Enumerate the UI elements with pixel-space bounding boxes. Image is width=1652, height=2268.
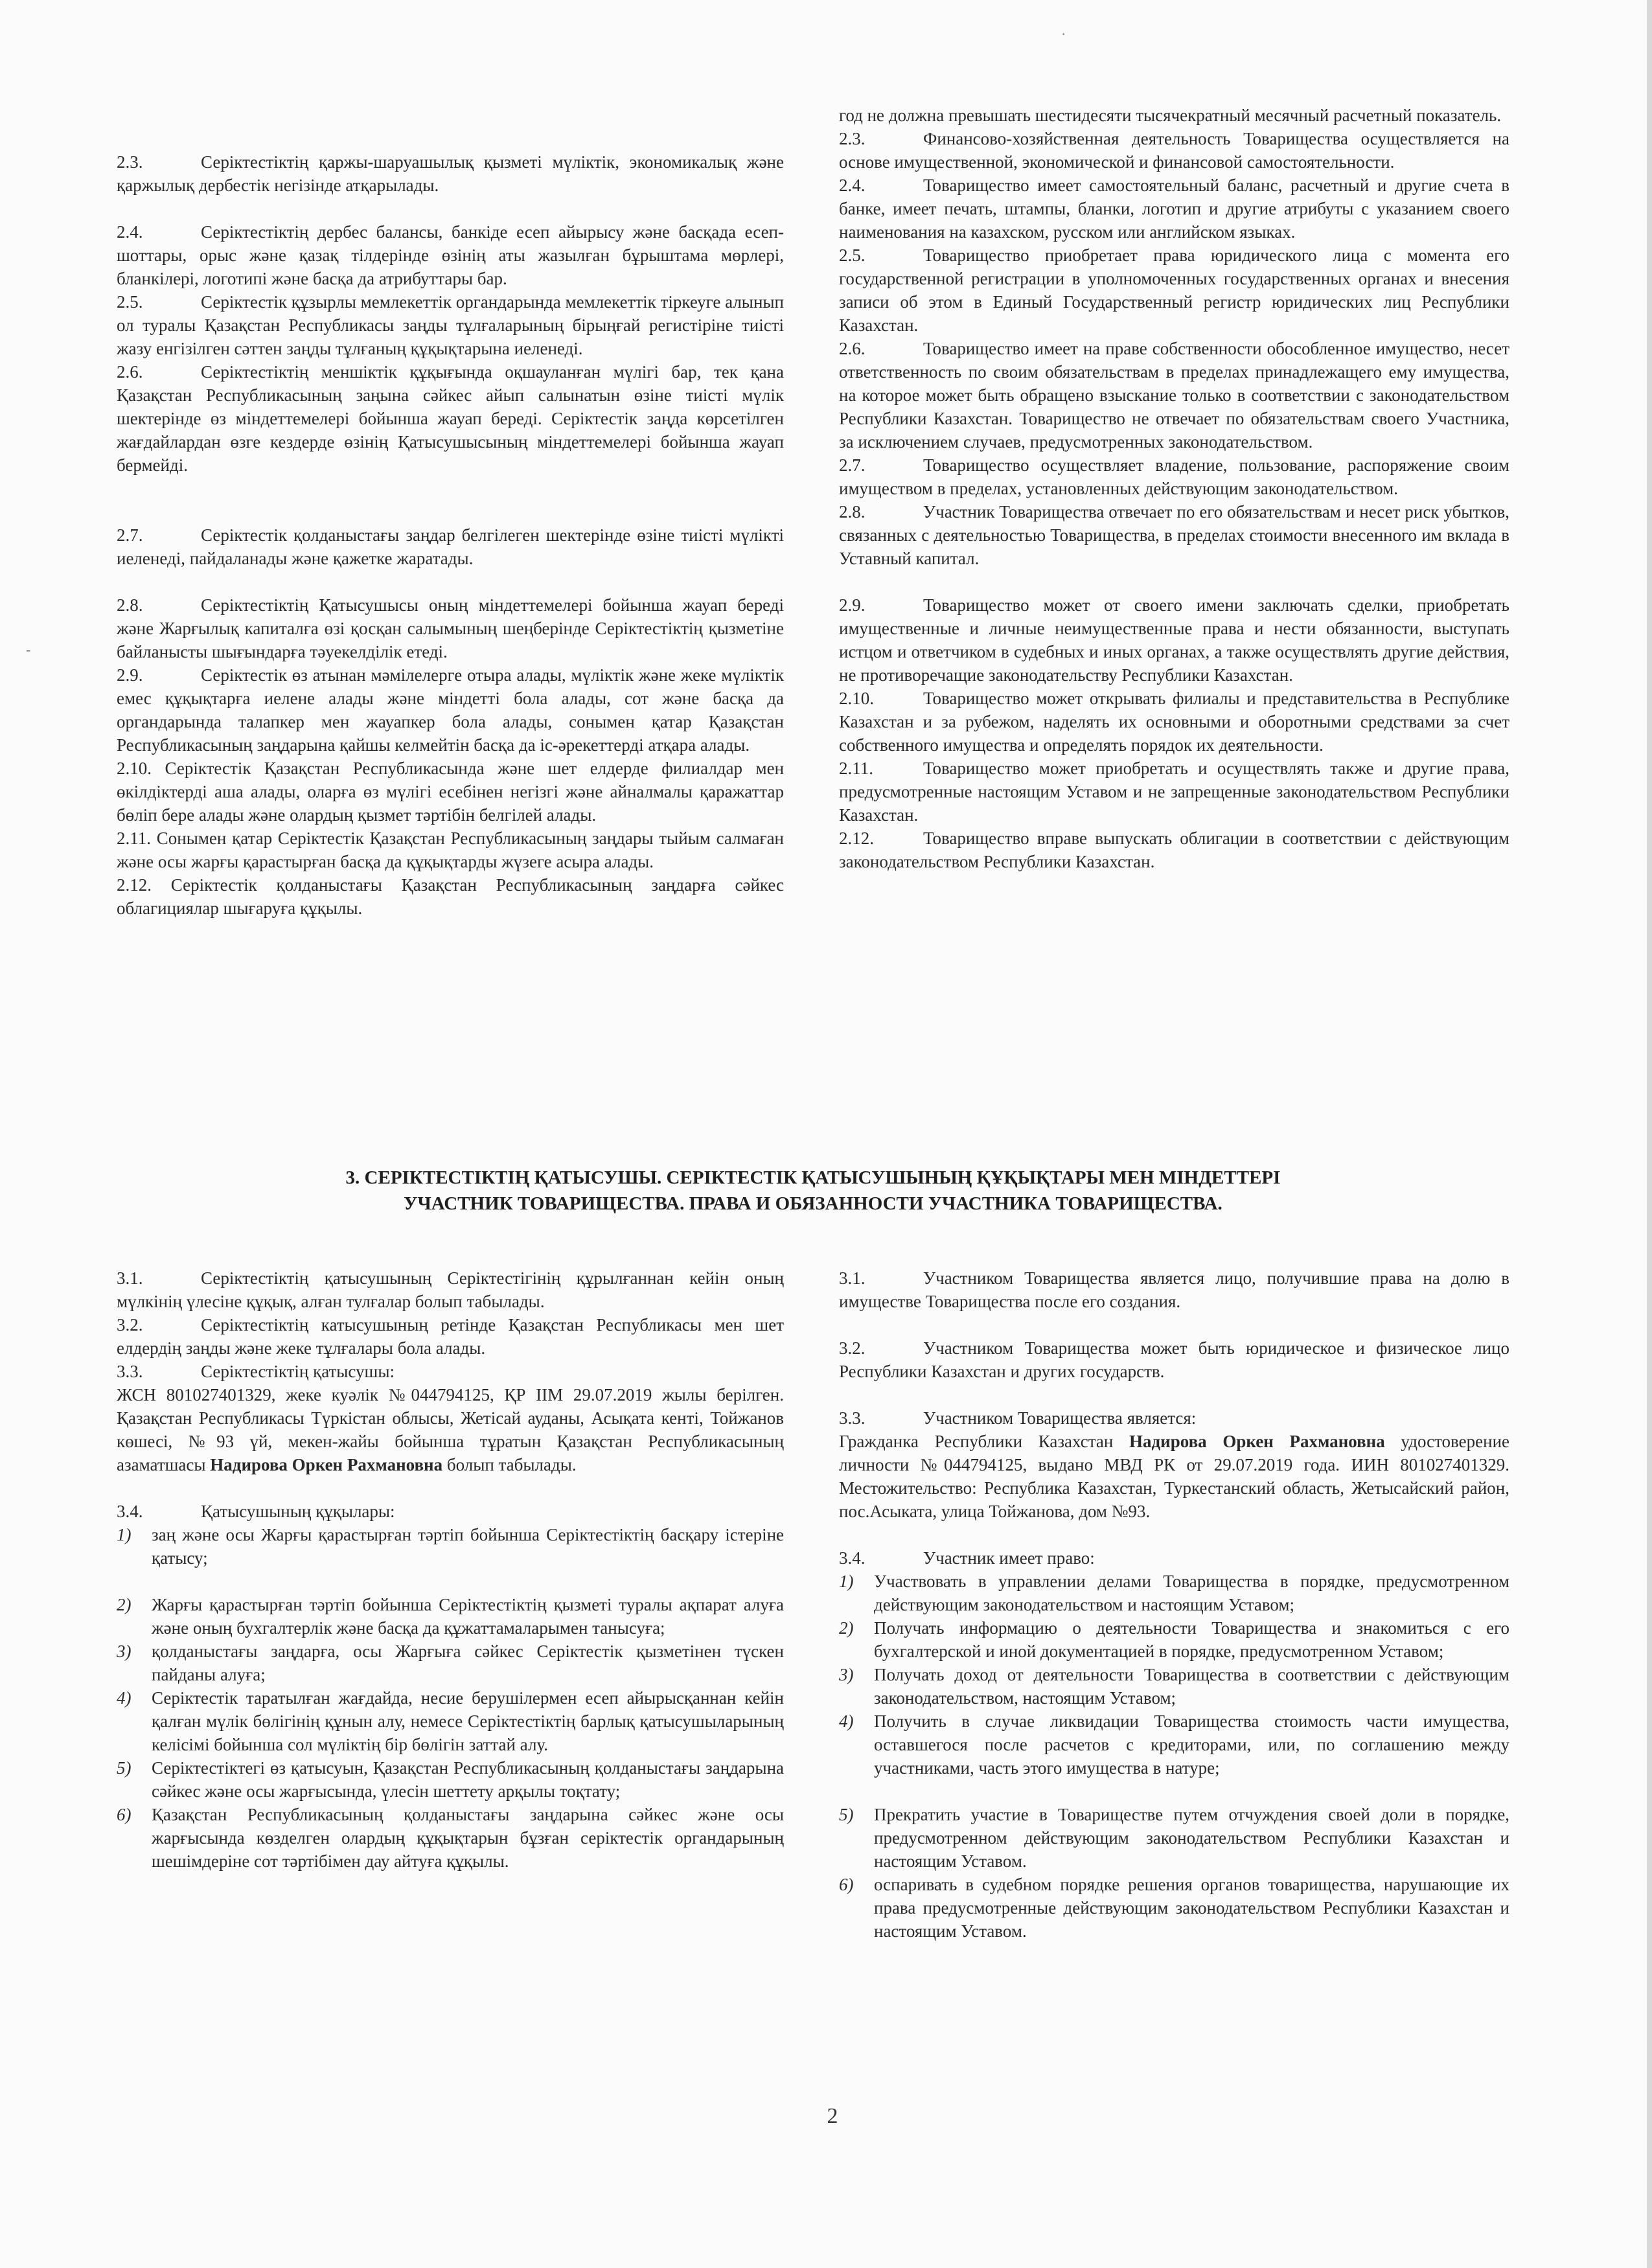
- clause-kk-2-5: 2.5. Серіктестік құзырлы мемлекеттік органдарында мемлекеттік тіркеуге алынып ол туралы Қазақстан Республикасы заңды тұлғаларының бірыңғай регистіріне тиісті жазу енгізілген сәттен заңды тұлғаның құқықтарына иеленеді.: [117, 292, 784, 358]
- right-column-bottom: [839, 1266, 1509, 1943]
- scan-speck: -: [26, 641, 31, 658]
- clause-kk-2-3: 2.3. Серіктестіктің қаржы-шаруашылық қызметі мүліктік, экономикалық және қаржылық дербестік негізінде атқарылады.: [117, 152, 784, 195]
- left-column-bottom: [117, 1266, 784, 1873]
- page-edge-shadow: [1647, 0, 1652, 2268]
- list-item: 3) Получать доход от деятельности Товарищества в соответствии с действующим законодательством, настоящим Уставом;: [839, 1665, 1509, 1708]
- list-item: 5) Прекратить участие в Товариществе путем отчуждения своей доли в порядке, предусмотренном действующим законодательством Республики Казахстан и настоящим Уставом.: [839, 1805, 1509, 1871]
- clause-ru-2-3: 2.3. Финансово-хозяйственная деятельность Товарищества осуществляется на основе имущественной, экономической и финансовой самостоятельности.: [839, 129, 1509, 172]
- clause-kk-2-10: 2.10. Серіктестік Қазақстан Республикасында және шет елдерде филиалдар мен өкілдіктерді аша алады, оларға өз мүлігі есебінен негізгі және айналмалы қаражаттар бөліп бере алады және олардың қызмет тәртібін белгілей алады.: [117, 759, 785, 825]
- clause-ru-3-1: 3.1. Участником Товарищества является лицо, получившие права на долю в имуществе Товарищества после его создания.: [839, 1268, 1509, 1311]
- clause-kk-3-1: 3.1. Серіктестіктің қатысушының Серіктестігінің құрылғаннан кейін оның мүлкінің үлесіне құқық, алған тулғалар болып табылады.: [117, 1268, 784, 1311]
- list-item: 1) заң және осы Жарғы қарастырған тәртіп бойынша Серіктестіктің басқару істеріне қатысу;: [117, 1525, 784, 1568]
- clause-ru-2-8: 2.8. Участник Товарищества отвечает по его обязательствам и несет риск убытков, связанных с деятельностью Товарищества, в пределах стоимости внесенного им вклада в Уставный капитал.: [839, 502, 1509, 568]
- participant-name-kk: Надирова Оркен Рахмановна: [210, 1455, 443, 1474]
- clause-kk-2-11: 2.11. Сонымен қатар Серіктестік Қазақстан Республикасының заңдары тыйым салмаған және осы жарғы қарастырған басқа да құқықтарды жүзеге асыра алады.: [117, 829, 785, 871]
- section-heading-kazakh: 3. СЕРІКТЕСТІКТІҢ ҚАТЫСУШЫ. СЕРІКТЕСТІК ҚАТЫСУШЫНЫҢ ҚҰҚЫҚТАРЫ МЕН МІНДЕТТЕРІ: [345, 1167, 1281, 1188]
- clause-ru-2-9: 2.9. Товарищество может от своего имени заключать сделки, приобретать имущественные и личные неимущественные права и нести обязанности, выступать истцом и ответчиком в судебных и иных органах, а также осуществлять другие действия, не противоречащие законодательству Республики Казахстан.: [839, 595, 1509, 685]
- clause-kk-2-7: 2.7. Серіктестік қолданыстағы заңдар белгілеген шектерінде өзіне тиісті мүлікті иеленеді, пайдаланады және қажетке жаратады.: [117, 525, 784, 568]
- clause-kk-3-3-body: ЖСН 801027401329, жеке куәлік №044794125, ҚР ІІМ 29.07.2019 жылы берілген. Қазақстан Республикасы Түркістан облысы, Жетісай ауданы, Асықата кенті, Тойжанов көшесі, №93 үй, мекен-жайы бойынша тұратын Қазақстан Республикасының азаматшасы Надирова Оркен Рахмановна болып табылады.: [117, 1385, 784, 1474]
- list-item: 6) оспаривать в судебном порядке решения органов товарищества, нарушающие их права предусмотренные действующим законодательством Республики Казахстан и настоящим Уставом.: [839, 1875, 1509, 1941]
- list-item: 2) Получать информацию о деятельности Товарищества и знакомиться с его бухгалтерской и иной документацией в порядке, предусмотренном Уставом;: [839, 1618, 1509, 1661]
- list-item: 1) Участвовать в управлении делами Товарищества в порядке, предусмотренном действующим законодательством и настоящим Уставом;: [839, 1572, 1509, 1614]
- left-column-top: [117, 150, 784, 920]
- list-item: 4) Серіктестік таратылған жағдайда, несие берушілермен есеп айырысқаннан кейін қалған мүлік бөлігінің құнын алу, немесе Серіктестіктің барлық қатысушыларының келісімі бойынша сол мүліктің бір бөлігін заттай алу.: [117, 1688, 784, 1754]
- participant-name-ru: Надирова Оркен Рахмановна: [1129, 1432, 1385, 1451]
- list-item: 5) Серіктестіктегі өз қатысуын, Қазақстан Республикасының қолданыстағы заңдарына сәйкес және осы жарғысында, үлесін шеттету арқылы тоқтату;: [117, 1758, 784, 1801]
- right-column-top: [839, 104, 1509, 873]
- list-item: 4) Получить в случае ликвидации Товарищества стоимость части имущества, оставшегося после расчетов с кредиторами, или, по соглашению между участниками, часть этого имущества в натуре;: [839, 1712, 1509, 1778]
- clause-kk-3-2: 3.2. Серіктестіктің катысушының ретінде Қазақстан Республикасы мен шет елдердің заңды және жеке тұлғалары бола алады.: [117, 1315, 784, 1358]
- scan-speck: ·: [1061, 26, 1066, 42]
- clause-ru-2-5: 2.5. Товарищество приобретает права юридического лица с момента его государственной регистрации в уполномоченных государственных органах и внесения записи об этом в Единый Государственный регистр юридических лиц Республики Казахстан.: [839, 246, 1509, 335]
- section-heading-russian: УЧАСТНИК ТОВАРИЩЕСТВА. ПРАВА И ОБЯЗАННОСТИ УЧАСТНИКА ТОВАРИЩЕСТВА.: [404, 1193, 1222, 1214]
- clause-ru-3-3: 3.3. Участником Товарищества является:: [839, 1408, 1197, 1428]
- list-item: 2) Жарғы қарастырған тәртіп бойынша Серіктестіктің қызметі туралы ақпарат алуға және оның бухгалтерлік және басқа да құжаттамаларымен танысуға;: [117, 1595, 784, 1638]
- section-3-heading: [117, 1165, 1509, 1217]
- clause-ru-2-11: 2.11. Товарищество может приобретать и осуществлять также и другие права, предусмотренные настоящим Уставом и не запрещенные законодательством Республики Казахстан.: [839, 759, 1509, 825]
- clause-kk-2-12: 2.12. Серіктестік қолданыстағы Қазақстан Республикасының заңдарға сәйкес облагициялар шығаруға құқылы.: [117, 875, 784, 918]
- clause-ru-2-10: 2.10. Товарищество может открывать филиалы и представительства в Республике Казахстан и за рубежом, наделять их основными и оборотными средствами за счет собственного имущества и определять порядок их деятельности.: [839, 689, 1509, 755]
- clause-kk-3-3: 3.3. Серіктестіктің қатысушы:: [117, 1362, 395, 1381]
- clause-ru-3-2: 3.2. Участником Товарищества может быть юридическое и физическое лицо Республики Казахстан и других государств.: [839, 1338, 1509, 1381]
- clause-ru-3-3-body: Гражданка Республики Казахстан Надирова Оркен Рахмановна удостоверение личности №044794125, выдано МВД РК от 29.07.2019 года. ИИН 801027401329. Местожительство: Республика Казахстан, Туркестанский область, Жетысайский район, пос.Асыката, улица Тойжанова, дом №93.: [839, 1432, 1509, 1521]
- clause-kk-2-4: 2.4. Серіктестіктің дербес балансы, банкіде есеп айырысу және басқада есеп-шоттары, орыс және қазақ тілдерінде өзінің аты жазылған бұрыштама мөрлері, бланкілері, логотипі және басқа да атрибуттары бар.: [117, 222, 784, 288]
- clause-ru-2-6: 2.6. Товарищество имеет на праве собственности обособленное имущество, несет ответственность по своим обязательствам в пределах принадлежащего ему имущества, на которое может быть обращено взыскание только в соответствии с законодательством Республики Казахстан. Товарищество не отвечает по обязательствам своего Участника, за исключением случаев, предусмотренных законодательством.: [839, 339, 1509, 452]
- clause-ru-2-12: 2.12. Товарищество вправе выпускать облигации в соответствии с действующим законодательством Республики Казахстан.: [839, 829, 1509, 871]
- list-item: 3) қолданыстағы заңдарға, осы Жарғыға сәйкес Серіктестік қызметінен түскен пайданы алуға;: [117, 1642, 784, 1684]
- clause-ru-3-4: 3.4. Участник имеет право:: [839, 1548, 1095, 1568]
- clause-kk-3-4: 3.4. Қатысушының құқылары:: [117, 1502, 395, 1521]
- clause-kk-2-6: 2.6. Серіктестіктің меншіктік құқығында оқшауланған мүлігі бар, тек қана Қазақстан Республикасының заңына сәйкес айып салынатын өзіне тиісті мүлік шектерінде өз міндеттемелері бойынша жауап береді. Серіктестік заңда көрсетілген жағдайлардан өзге кездерде өзінің Қатысушысының міндеттемелері бойынша жауап бермейді.: [117, 362, 784, 475]
- clause-ru-2-4: 2.4. Товарищество имеет самостоятельный баланс, расчетный и другие счета в банке, имеет печать, штампы, бланки, логотип и другие атрибуты с указанием своего наименования на казахском, русском или английском языках.: [839, 176, 1509, 242]
- clause-ru-2-7: 2.7. Товарищество осуществляет владение, пользование, распоряжение своим имуществом в пределах, установленных действующим законодательством.: [839, 455, 1509, 498]
- clause-kk-2-8: 2.8. Серіктестіктің Қатысушысы оның міндеттемелері бойынша жауап береді және Жарғылық капиталға өзі қосқан салымының шеңберінде Серіктестіктің қызметіне байланысты шығындарға тәуекелділік етеді.: [117, 595, 784, 661]
- list-item: 6) Қазақстан Республикасының қолданыстағы заңдарына сәйкес және осы жарғысында көзделген олардың құқықтарын бұзған серіктестік органдарының шешімдеріне сот тәртібімен дау айтуға құқылы.: [117, 1805, 784, 1871]
- page-number: 2: [827, 2104, 838, 2128]
- clause-kk-2-9: 2.9. Серіктестік өз атынан мәмілелерге отыра алады, мүліктік және жеке мүліктік емес құқықтарға иелене алады және міндетті бола алады, сот және басқа да органдарында талапкер мен жауапкер бола алады, сонымен қатар Қазақстан Республикасының заңдарына қайшы келмейтін басқа да іс-әрекеттерді атқара алады.: [117, 665, 784, 755]
- clause-ru-2-2-continued: год не должна превышать шестидесяти тысячекратный месячный расчетный показатель.: [839, 106, 1502, 125]
